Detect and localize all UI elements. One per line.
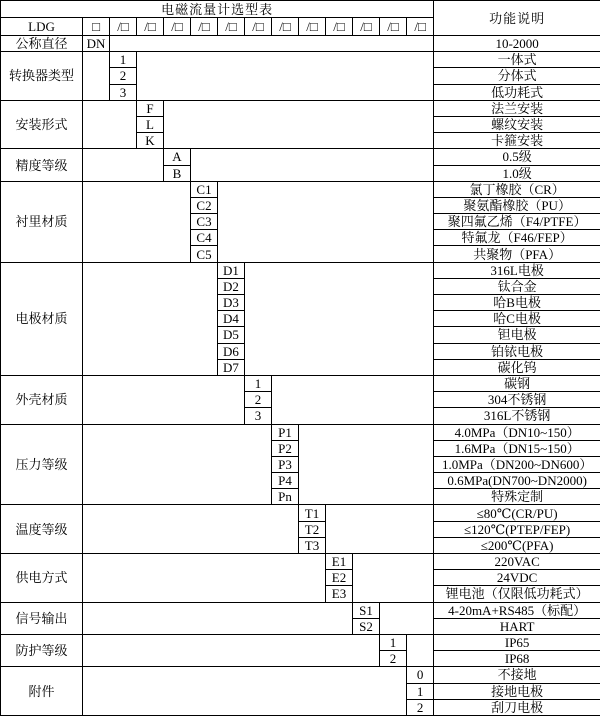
power-supply-code: E3 — [326, 586, 353, 602]
section-label-housing-material: 外壳材质 — [1, 375, 83, 424]
electrode-material-code: D6 — [218, 343, 245, 359]
temperature-rating-code: T3 — [299, 537, 326, 553]
model-slot: /□ — [299, 18, 326, 36]
accessories-code: 0 — [407, 667, 434, 683]
liner-material-code: C3 — [191, 214, 218, 230]
signal-output-description: 4-20mA+RS485（标配） — [434, 602, 600, 618]
spacer-right — [245, 262, 434, 375]
temperature-rating-code: T1 — [299, 505, 326, 521]
section-label-electrode-material: 电极材质 — [1, 262, 83, 375]
electrode-material-code: D3 — [218, 295, 245, 311]
protection-rating-description: IP65 — [434, 634, 600, 650]
liner-material-description: 氯丁橡胶（CR） — [434, 181, 600, 197]
installation-type-code: L — [137, 116, 164, 132]
converter-type-description: 一体式 — [434, 52, 600, 68]
electrode-material-code: D5 — [218, 327, 245, 343]
pressure-rating-code: P2 — [272, 440, 299, 456]
converter-type-code: 2 — [110, 68, 137, 84]
section-label-signal-output: 信号输出 — [1, 602, 83, 634]
electrode-material-description: 碳化钨 — [434, 359, 600, 375]
pressure-rating-code: P4 — [272, 473, 299, 489]
installation-type-description: 螺纹安装 — [434, 116, 600, 132]
pressure-rating-code: P3 — [272, 456, 299, 472]
electrode-material-description: 哈B电极 — [434, 295, 600, 311]
electrode-material-description: 钽电极 — [434, 327, 600, 343]
temperature-rating-description: ≤200℃(PFA) — [434, 537, 600, 553]
section-label-converter-type: 转换器类型 — [1, 52, 83, 101]
electrode-material-description: 钛合金 — [434, 278, 600, 294]
pressure-rating-description: 0.6MPa(DN700~DN2000) — [434, 473, 600, 489]
liner-material-description: 特氟龙（F46/FEP） — [434, 230, 600, 246]
nominal-diameter-code: DN — [83, 36, 110, 52]
electrode-material-code: D1 — [218, 262, 245, 278]
housing-material-description: 碳钢 — [434, 375, 600, 391]
temperature-rating-code: T2 — [299, 521, 326, 537]
spacer-left — [83, 181, 191, 262]
liner-material-code: C2 — [191, 197, 218, 213]
section-label-pressure-rating: 压力等级 — [1, 424, 83, 505]
model-slot: /□ — [137, 18, 164, 36]
section-label-installation-type: 安装形式 — [1, 100, 83, 149]
accessories-description: 接地电极 — [434, 683, 600, 699]
model-slot: /□ — [191, 18, 218, 36]
model-slot: /□ — [218, 18, 245, 36]
spacer-left — [83, 100, 137, 149]
accessories-code: 1 — [407, 683, 434, 699]
housing-material-description: 316L不锈钢 — [434, 408, 600, 424]
function-description-header: 功能说明 — [434, 1, 600, 36]
section-label-accessories: 附件 — [1, 667, 83, 716]
model-slot: /□ — [245, 18, 272, 36]
electrode-material-description: 316L电极 — [434, 262, 600, 278]
liner-material-description: 共聚物（PFA） — [434, 246, 600, 262]
spacer-right — [218, 181, 434, 262]
power-supply-code: E2 — [326, 570, 353, 586]
section-label-nominal-diameter: 公称直径 — [1, 36, 83, 52]
spacer-left — [83, 505, 299, 554]
installation-type-code: F — [137, 100, 164, 116]
spacer-left — [83, 424, 272, 505]
pressure-rating-description: 4.0MPa（DN10~150） — [434, 424, 600, 440]
accuracy-class-code: A — [164, 149, 191, 165]
housing-material-description: 304不锈钢 — [434, 392, 600, 408]
spacer-left — [83, 375, 245, 424]
spacer-left — [83, 262, 218, 375]
model-slot: /□ — [272, 18, 299, 36]
section-label-accuracy-class: 精度等级 — [1, 149, 83, 181]
nominal-diameter-description: 10-2000 — [434, 36, 600, 52]
power-supply-description: 220VAC — [434, 554, 600, 570]
section-label-protection-rating: 防护等级 — [1, 634, 83, 666]
spacer-left — [83, 634, 380, 666]
electrode-material-description: 铂铱电极 — [434, 343, 600, 359]
liner-material-description: 聚四氟乙烯（F4/PTFE） — [434, 214, 600, 230]
spacer-left — [83, 554, 326, 603]
accuracy-class-description: 1.0级 — [434, 165, 600, 181]
signal-output-code: S2 — [353, 618, 380, 634]
pressure-rating-code: Pn — [272, 489, 299, 505]
spacer-left — [83, 602, 353, 634]
converter-type-code: 1 — [110, 52, 137, 68]
spacer-right — [299, 424, 434, 505]
model-prefix: LDG — [1, 18, 83, 36]
accuracy-class-description: 0.5级 — [434, 149, 600, 165]
installation-type-code: K — [137, 133, 164, 149]
accessories-description: 刮刀电极 — [434, 699, 600, 715]
power-supply-description: 锂电池（仅限低功耗式） — [434, 586, 600, 602]
spacer-left — [83, 52, 110, 101]
converter-type-description: 分体式 — [434, 68, 600, 84]
protection-rating-code: 2 — [380, 651, 407, 667]
liner-material-description: 聚氨酯橡胶（PU） — [434, 197, 600, 213]
pressure-rating-description: 特殊定制 — [434, 489, 600, 505]
model-slot: /□ — [380, 18, 407, 36]
installation-type-description: 法兰安装 — [434, 100, 600, 116]
liner-material-code: C4 — [191, 230, 218, 246]
housing-material-code: 1 — [245, 375, 272, 391]
installation-type-description: 卡箍安装 — [434, 133, 600, 149]
spacer-right — [191, 149, 434, 181]
model-slot: /□ — [164, 18, 191, 36]
spacer-right — [380, 602, 434, 634]
power-supply-description: 24VDC — [434, 570, 600, 586]
protection-rating-description: IP68 — [434, 651, 600, 667]
electrode-material-code: D4 — [218, 311, 245, 327]
signal-output-code: S1 — [353, 602, 380, 618]
spacer-right — [137, 52, 434, 101]
model-slot: /□ — [353, 18, 380, 36]
accuracy-class-code: B — [164, 165, 191, 181]
spacer-left — [83, 149, 164, 181]
liner-material-code: C5 — [191, 246, 218, 262]
spacer-right — [272, 375, 434, 424]
spacer-right — [353, 554, 434, 603]
spacer-right — [407, 634, 434, 666]
electrode-material-code: D2 — [218, 278, 245, 294]
model-slot: /□ — [326, 18, 353, 36]
temperature-rating-description: ≤80℃(CR/PU) — [434, 505, 600, 521]
pressure-rating-description: 1.0MPa（DN200~DN600） — [434, 456, 600, 472]
section-label-liner-material: 衬里材质 — [1, 181, 83, 262]
spacer-right — [110, 36, 434, 52]
liner-material-code: C1 — [191, 181, 218, 197]
housing-material-code: 3 — [245, 408, 272, 424]
model-digit-box: □ — [83, 18, 110, 36]
accessories-description: 不接地 — [434, 667, 600, 683]
spacer-right — [326, 505, 434, 554]
table-title: 电磁流量计选型表 — [1, 1, 434, 18]
electrode-material-code: D7 — [218, 359, 245, 375]
model-slot: /□ — [407, 18, 434, 36]
pressure-rating-description: 1.6MPa（DN15~150） — [434, 440, 600, 456]
housing-material-code: 2 — [245, 392, 272, 408]
signal-output-description: HART — [434, 618, 600, 634]
power-supply-code: E1 — [326, 554, 353, 570]
electrode-material-description: 哈C电极 — [434, 311, 600, 327]
pressure-rating-code: P1 — [272, 424, 299, 440]
converter-type-description: 低功耗式 — [434, 84, 600, 100]
converter-type-code: 3 — [110, 84, 137, 100]
model-slot: /□ — [110, 18, 137, 36]
section-label-temperature-rating: 温度等级 — [1, 505, 83, 554]
temperature-rating-description: ≤120℃(PTEP/FEP) — [434, 521, 600, 537]
section-label-power-supply: 供电方式 — [1, 554, 83, 603]
spacer-right — [164, 100, 434, 149]
accessories-code: 2 — [407, 699, 434, 715]
protection-rating-code: 1 — [380, 634, 407, 650]
spacer-left — [83, 667, 407, 716]
